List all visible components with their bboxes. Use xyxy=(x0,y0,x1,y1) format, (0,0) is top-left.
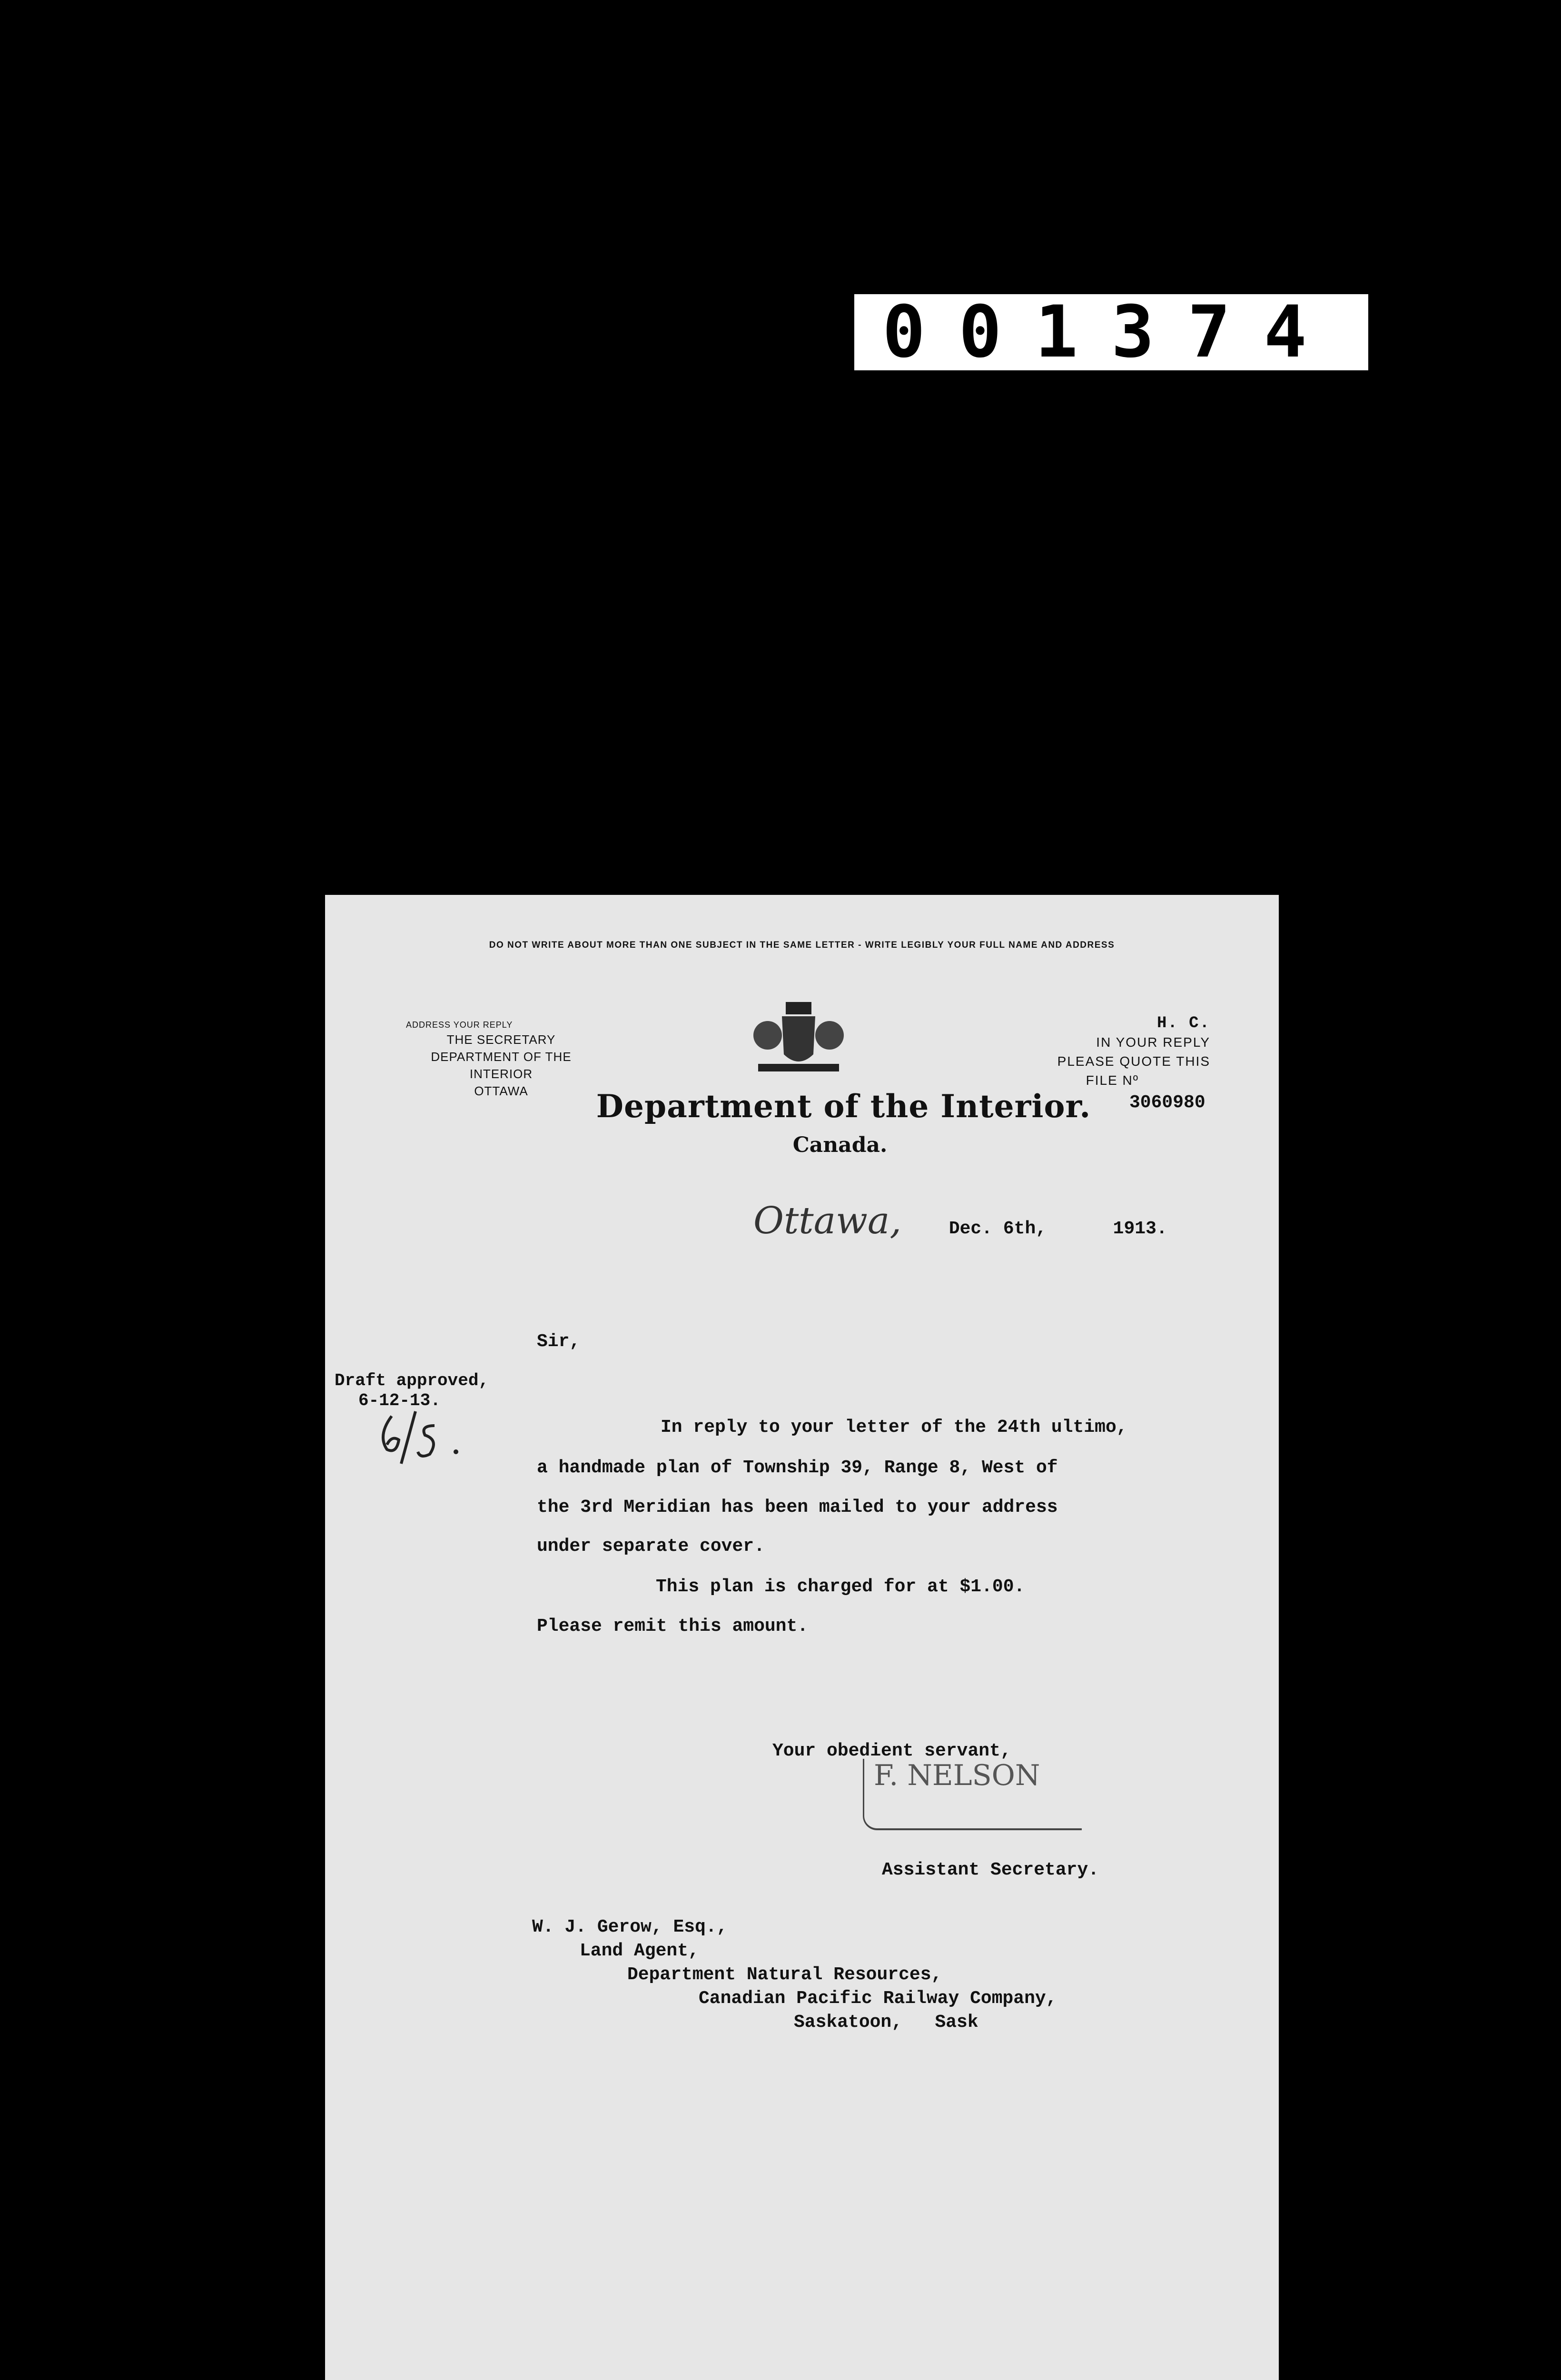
letter-page xyxy=(325,895,1279,2380)
body-line: the 3rd Meridian has been mailed to your address xyxy=(537,1497,1058,1517)
reply-line: FILE Nº xyxy=(1086,1073,1139,1088)
royal-crest-icon xyxy=(749,997,849,1083)
salutation: Sir, xyxy=(537,1331,581,1352)
address-line: DEPARTMENT OF THE INTERIOR xyxy=(431,1050,572,1081)
department-country: Canada. xyxy=(792,1133,888,1157)
margin-note-line: 6-12-13. xyxy=(358,1391,441,1410)
body-line: This plan is charged for at $1.00. xyxy=(656,1577,1025,1597)
address-line: ADDRESS YOUR REPLY xyxy=(406,1020,513,1030)
body-line: In reply to your letter of the 24th ultimo, xyxy=(661,1417,1127,1438)
closing-title: Assistant Secretary. xyxy=(882,1860,1099,1880)
dateline-year: 1913. xyxy=(1113,1219,1167,1239)
margin-note-line: Draft approved, xyxy=(335,1371,489,1390)
recipient-line: Canadian Pacific Railway Company, xyxy=(699,1988,1057,2009)
handwritten-initials xyxy=(373,1407,468,1468)
reply-line: PLEASE QUOTE THIS xyxy=(1057,1054,1210,1069)
dateline-place: Ottawa, xyxy=(753,1200,902,1242)
reply-line: IN YOUR REPLY xyxy=(1096,1035,1210,1050)
recipient-line: W. J. Gerow, Esq., xyxy=(532,1917,728,1937)
recipient-line: Land Agent, xyxy=(580,1941,699,1961)
recipient-line: Department Natural Resources, xyxy=(627,1964,942,1985)
frame-number: 001374 xyxy=(882,291,1340,374)
department-title: Department of the Interior. xyxy=(596,1088,1091,1125)
dateline xyxy=(753,1200,1167,1242)
recipient-line: Saskatoon, Sask xyxy=(794,2012,978,2033)
body-line: Please remit this amount. xyxy=(537,1616,809,1636)
address-line: THE SECRETARY xyxy=(446,1032,556,1047)
reply-initials: H. C. xyxy=(1156,1014,1210,1032)
frame-number-label xyxy=(854,291,1368,374)
body-line: a handmade plan of Township 39, Range 8, West of xyxy=(537,1458,1058,1478)
closing-line: Your obedient servant, xyxy=(772,1741,1011,1761)
address-line: OTTAWA xyxy=(474,1084,528,1098)
file-number: 3060980 xyxy=(1129,1092,1205,1113)
margin-note xyxy=(335,1371,489,1411)
dateline-date: Dec. 6th, xyxy=(948,1219,1047,1239)
signature-stamp: F. NELSON xyxy=(863,1759,1082,1830)
reply-block xyxy=(1020,1014,1210,1090)
letterhead-notice: DO NOT WRITE ABOUT MORE THAN ONE SUBJECT IN THE SAME LETTER - WRITE LEGIBLY YOUR FULL NAME AND ADDRESS xyxy=(489,940,1115,950)
body-line: under separate cover. xyxy=(537,1536,765,1557)
